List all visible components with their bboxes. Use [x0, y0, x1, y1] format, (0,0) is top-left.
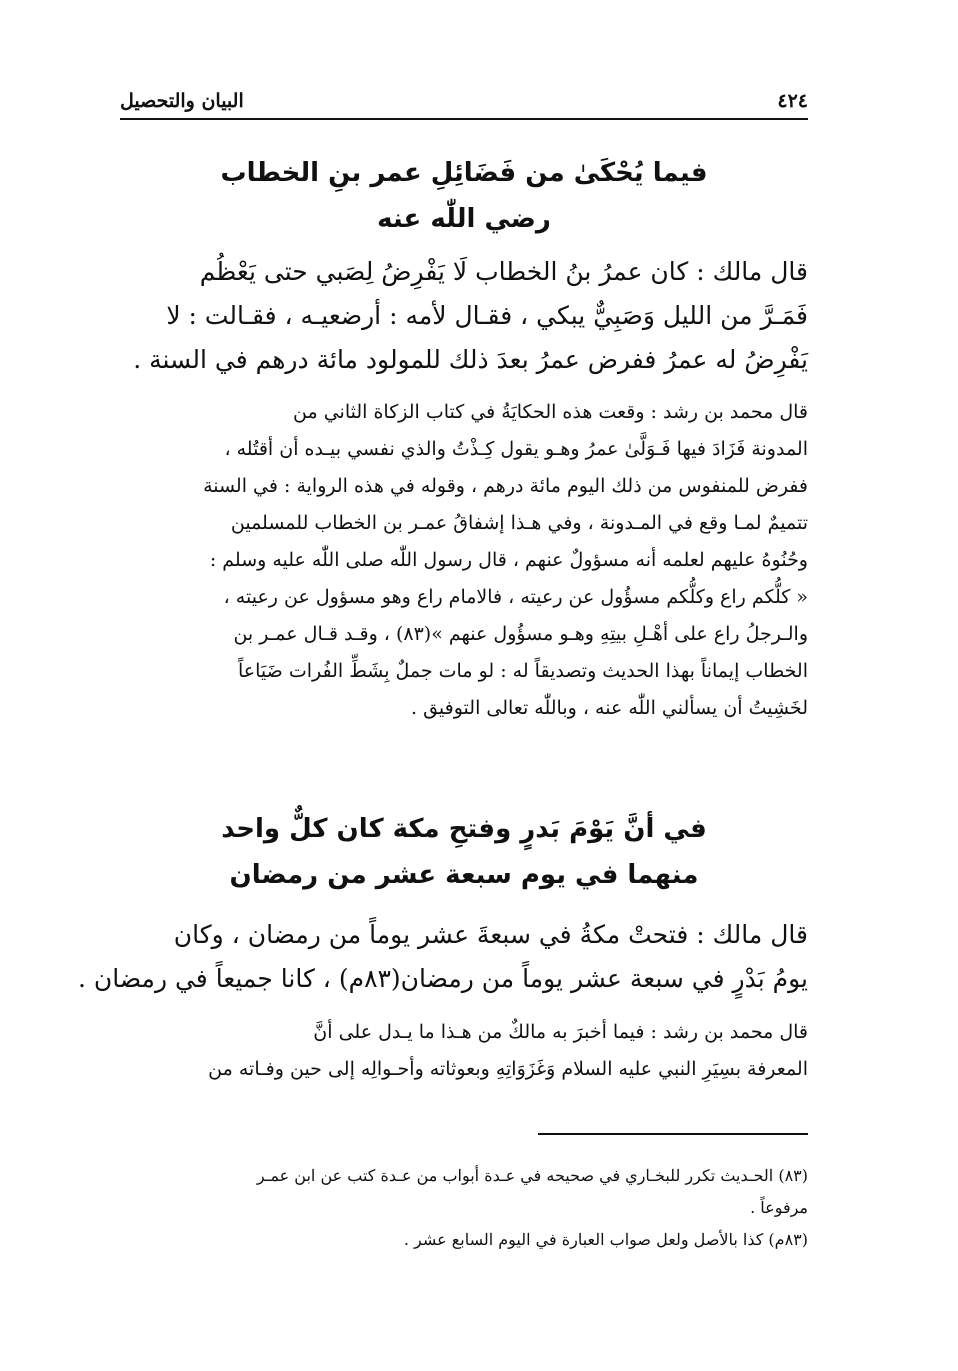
text-line: يومُ بَدْرٍ في سبعة عشر يوماً من رمضان(٨٣م) ، كانا جميعاً في رمضان . [78, 964, 808, 993]
section-heading-badr-and-mecca [120, 806, 808, 898]
malik-statement-paragraph [120, 250, 808, 382]
text-line: وحُنُوهُ عليهم لعلمه أنه مسؤولٌ عنهم ، قال رسول اللّٰه صلى اللّٰه عليه وسلم : [209, 549, 808, 571]
text-line: تتميمٌ لمـا وقع في المـدونة ، وفي هـذا إشفاقُ عمـر بن الخطاب للمسلمين [230, 512, 808, 534]
heading-line: في أنَّ يَوْمَ بَدرٍ وفتحِ مكة كان كلٌّ واحد [221, 814, 707, 844]
text-line: فَمَـرَّ من الليل وَصَبِيٌّ يبكي ، فقـال لأمه : أرضعيـه ، فقـالت : لا [166, 301, 808, 330]
text-line: المدونة فَزَادَ فيها فَـوَلَّىٰ عمرُ وهـو يقول كِـذْتُ والذي نفسي بيـده أن أقتُله ، [224, 438, 808, 460]
heading-line: منهما في يوم سبعة عشر من رمضان [229, 860, 699, 890]
text-line: يَفْرِضُ له عمرُ ففرض عمرُ بعدَ ذلك للمولود مائة درهم في السنة . [133, 345, 808, 374]
text-line: قال محمد بن رشد : وقعت هذه الحكايَةُ في كتاب الزكاة الثاني من [293, 401, 808, 423]
heading-line: رضي اللّٰه عنه [377, 204, 551, 234]
ibn-rushd-commentary-paragraph [120, 1014, 808, 1088]
text-line: قال محمد بن رشد : فيما أخبرَ به مالكٌ من هـذا ما يـدل على أنَّ [313, 1021, 808, 1043]
footnote-83m: (٨٣م) كذا بالأصل ولعل صواب العبارة في اليوم السابع عشر . [403, 1230, 808, 1249]
footnotes [120, 1160, 808, 1256]
heading-line: فيما يُحْكَىٰ من فَضَائِلِ عمر بنِ الخطاب [220, 158, 708, 188]
text-line: المعرفة بسِيَرِ النبي عليه السلام وَغَزَوَاتِهِ وبعوثاته وأحـوالِه إلى حين وفـاته من [208, 1058, 808, 1080]
hadith-line: والـرجلُ راع على أهْـلِ بيتِهِ وهـو مسؤُول عنهم »(٨٣) ، وقـد قـال عمـر بن [233, 623, 808, 645]
text-line: قال مالك : كان عمرُ بنُ الخطاب لَا يَفْرِضُ لِصَبي حتى يَعْظُم [199, 257, 808, 286]
text-line: لخَشِيتُ أن يسألني اللّٰه عنه ، وباللّٰه تعالى التوفيق . [410, 697, 808, 719]
text-line: ففرض للمنفوس من ذلك اليوم مائة درهم ، وقوله في هذه الرواية : في السنة [203, 475, 808, 497]
footnote-83: (٨٣) الحـديث تكرر للبخـاري في صحيحه في عـدة أبواب من عـدة كتب عن ابن عمـر [256, 1166, 808, 1185]
hadith-line: « كلُّكم راع وكلُّكم مسؤُول عن رعيته ، فالامام راع وهو مسؤول عن رعيته ، [223, 586, 808, 608]
text-line: الخطاب إيماناً بهذا الحديث وتصديقاً له : لو مات جملٌ بِشَطِّ الفُرات ضَيَاعاً [238, 660, 808, 682]
text-line: قال مالك : فتحتْ مكةُ في سبعةَ عشر يوماً من رمضان ، وكان [173, 920, 808, 949]
book-title: البيان والتحصيل [120, 90, 244, 112]
footnote-divider [538, 1133, 808, 1135]
malik-statement-paragraph [78, 913, 808, 1001]
footnote-83-continuation: مرفوعاً . [750, 1198, 808, 1217]
section-heading-virtues-of-umar [120, 150, 808, 242]
page-number: ٤٢٤ [777, 90, 808, 112]
ibn-rushd-commentary-paragraph [120, 394, 808, 727]
running-header [120, 84, 808, 120]
